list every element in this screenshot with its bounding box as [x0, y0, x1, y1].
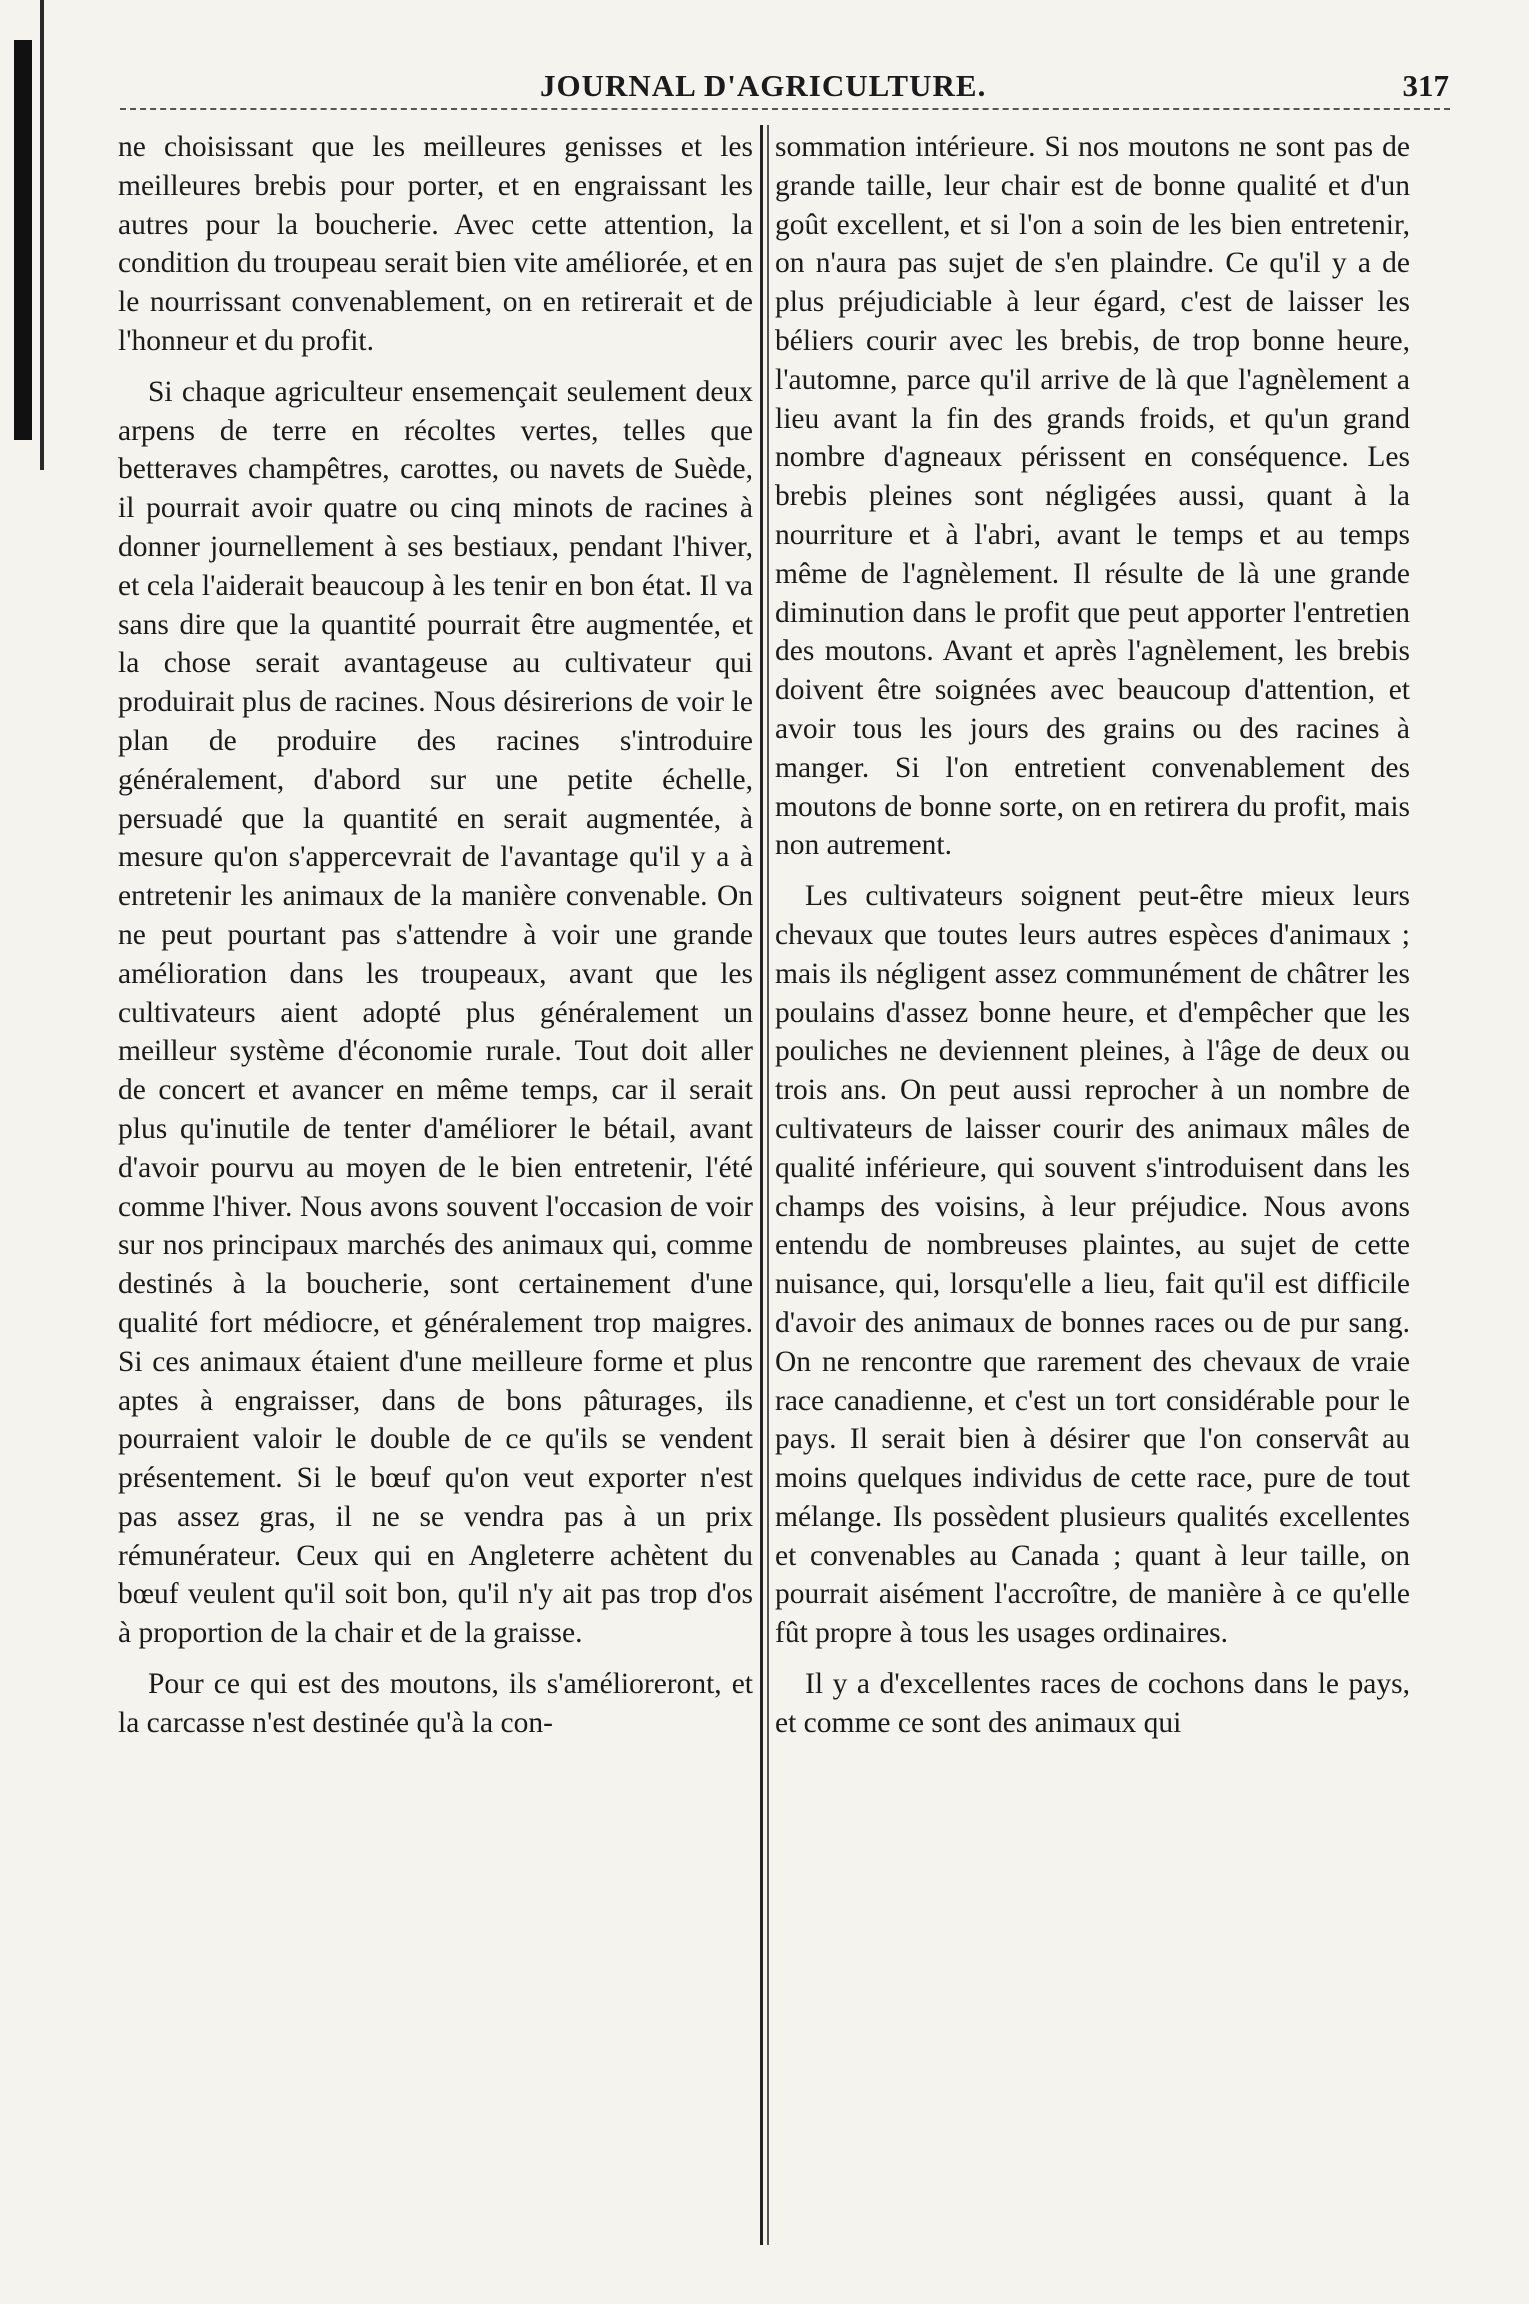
page-header [0, 62, 1529, 122]
right-paragraph-2: Les cultivateurs soignent peut-être mieux leurs chevaux que toutes leurs autres espèces d'animaux ; mais ils négligent assez communément de châtrer les poulains d'assez bonne heure, et d'empêcher que les pouliches ne deviennent pleines, à l'âge de deux ou trois ans. On peut aussi reprocher à un nombre de cultivateurs de laisser courir des animaux mâles de qualité inférieure, qui souvent s'introduisent dans les champs des voisins, à leur préjudice. Nous avons entendu de nombreuses plaintes, au sujet de cette nuisance, qui, lorsqu'elle a lieu, fait qu'il est difficile d'avoir des animaux de bonnes races ou de pur sang. On ne rencontre que rarement des chevaux de vraie race canadienne, et c'est un tort considérable pour le pays. Il serait bien à désirer que l'on conservât au moins quelques individus de cette race, pure de tout mélange. Ils possèdent plusieurs qualités excellentes et convenables au Canada ; quant à leur taille, on pourrait aisément l'accroître, de manière à ce qu'elle fût propre à tous les usages ordinaires. [775, 880, 1410, 1650]
right-column [775, 128, 1410, 1755]
right-paragraph-3: Il y a d'excellentes races de cochons dans le pays, et comme ce sont des animaux qui [775, 1668, 1410, 1739]
column-divider-inner [767, 125, 769, 2245]
header-rule [120, 108, 1450, 110]
page-number: 317 [1402, 68, 1449, 103]
left-paragraph-1: ne choisissant que les meilleures genisses et les meilleures brebis pour porter, et en engraissant les autres pour la boucherie. Avec cette attention, la condition du troupeau serait bien vite améliorée, et en le nourrissant convenablement, on en retirerait et de l'honneur et du profit. [118, 131, 753, 357]
left-paragraph-2: Si chaque agriculteur ensemençait seulement deux arpens de terre en récoltes vertes, telles que betteraves champêtres, carottes, ou navets de Suède, il pourrait avoir quatre ou cinq minots de racines à donner journellement à ses bestiaux, pendant l'hiver, et cela l'aiderait beaucoup à les tenir en bon état. Il va sans dire que la quantité pourrait être augmentée, et la chose serait avantageuse au cultivateur qui produirait plus de racines. Nous désirerions de voir le plan de produire des racines s'introduire généralement, d'abord sur une petite échelle, persuadé que la quantité en serait augmentée, à mesure qu'on s'appercevrait de l'avantage qu'il y a à entretenir les animaux de la manière convenable. On ne peut pourtant pas s'attendre à voir une grande amélioration dans les troupeaux, avant que les cultivateurs aient adopté plus généralement un meilleur système d'économie rurale. Tout doit aller de concert et avancer en même temps, car il serait plus qu'inutile de tenter d'améliorer le bétail, avant d'avoir pourvu au moyen de le bien entretenir, l'été comme l'hiver. Nous avons souvent l'occasion de voir sur nos principaux marchés des animaux qui, comme destinés à la boucherie, sont certainement d'une qualité fort médiocre, et généralement trop maigres. Si ces animaux étaient d'une meilleure forme et plus aptes à engraisser, dans de bons pâturages, ils pourraient valoir le double de ce qu'ils se vendent présentement. Si le bœuf qu'on veut exporter n'est pas assez gras, il ne se vendra pas à un prix rémunérateur. Ceux qui en Angleterre achètent du bœuf veulent qu'il soit bon, qu'il n'y ait pas trop d'os à proportion de la chair et de la graisse. [118, 375, 753, 1650]
column-divider [760, 125, 763, 2245]
running-title: JOURNAL D'AGRICULTURE. [540, 68, 987, 103]
right-paragraph-1: sommation intérieure. Si nos moutons ne sont pas de grande taille, leur chair est de bonne qualité et d'un goût excellent, et si l'on a soin de les bien entretenir, on n'aura pas sujet de s'en plaindre. Ce qu'il y a de plus préjudiciable à leur égard, c'est de laisser les béliers courir avec les brebis, de trop bonne heure, l'automne, parce qu'il arrive de là que l'agnèlement a lieu avant la fin des grands froids, et qu'un grand nombre d'agneaux périssent en conséquence. Les brebis pleines sont négligées aussi, quant à la nourriture et à l'abri, avant le temps et au temps même de l'agnèlement. Il résulte de là une grande diminution dans le profit que peut apporter l'entretien des moutons. Avant et après l'agnèlement, les brebis doivent être soignées avec beaucoup d'attention, et avoir tous les jours des grains ou des racines à manger. Si l'on entretient convenablement des moutons de bonne sorte, on en retirera du profit, mais non autrement. [775, 131, 1410, 862]
left-paragraph-3: Pour ce qui est des moutons, ils s'amélioreront, et la carcasse n'est destinée qu'à la con- [118, 1668, 753, 1739]
left-column [118, 128, 753, 1755]
